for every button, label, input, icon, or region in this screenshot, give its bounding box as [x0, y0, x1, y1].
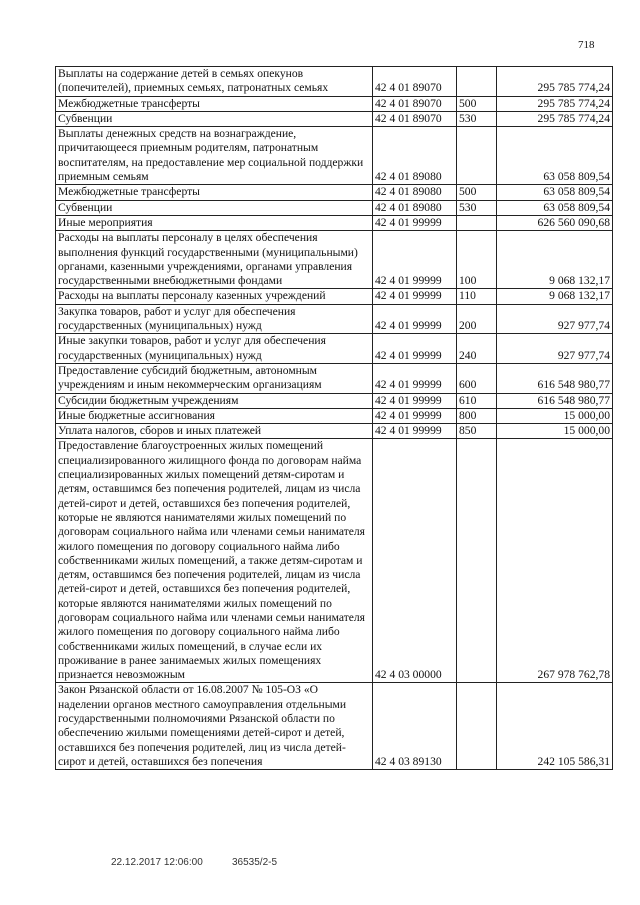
cell-target-code: 42 4 01 99999	[373, 215, 457, 230]
table-row	[56, 439, 613, 683]
cell-expense-type	[457, 67, 497, 97]
cell-target-code: 42 4 01 89070	[373, 96, 457, 111]
cell-name: Иные мероприятия	[56, 215, 373, 230]
cell-amount: 295 785 774,24	[497, 111, 613, 126]
cell-expense-type: 100	[457, 231, 497, 289]
cell-name: Выплаты на содержание детей в семьях опекунов (попечителей), приемных семьях, патронатных семьях	[56, 67, 373, 97]
cell-name: Закон Рязанской области от 16.08.2007 № 105-ОЗ «О наделении органов местного самоуправления отдельными государственными полномочиями Рязанской области по обеспечению жилыми помещениями детей-сирот и детей, оставшихся без попечения родителей, лиц из числа детей-сирот и детей, оставшихся без попечения	[56, 683, 373, 770]
cell-name: Предоставление благоустроенных жилых помещений специализированного жилищного фонда по договорам найма специализированных жилых помещений детям-сиротам и детям, оставшимся без попечения родителей, лицам из числа детей-сирот и детей, оставшихся без попечения родителей, которые не являются нанимателями жилых помещений по договорам социального найма или членами семьи нанимателя жилого помещения по договору социального найма либо собственниками жилых помещений, а также детям-сиротам и детям, оставшимся без попечения родителей, лицам из числа детей-сирот и детей, оставшихся без попечения родителей, которые являются нанимателями жилых помещений по договорам социального найма или членами семьи нанимателя жилого помещения по договору социального найма либо собственниками жилых помещений, в случае если их проживание в ранее занимаемых жилых помещениях признается невозможным	[56, 439, 373, 683]
cell-amount: 295 785 774,24	[497, 96, 613, 111]
cell-name: Межбюджетные трансферты	[56, 185, 373, 200]
cell-target-code: 42 4 01 89080	[373, 200, 457, 215]
cell-target-code: 42 4 01 99999	[373, 334, 457, 364]
cell-expense-type: 850	[457, 424, 497, 439]
cell-amount: 626 560 090,68	[497, 215, 613, 230]
cell-target-code: 42 4 01 99999	[373, 304, 457, 334]
cell-name: Предоставление субсидий бюджетным, автономным учреждениям и иным некоммерческим организациям	[56, 363, 373, 393]
table-row	[56, 334, 613, 364]
table-row	[56, 408, 613, 423]
cell-amount: 242 105 586,31	[497, 683, 613, 770]
cell-target-code: 42 4 01 99999	[373, 393, 457, 408]
cell-target-code: 42 4 01 99999	[373, 408, 457, 423]
cell-target-code: 42 4 01 99999	[373, 424, 457, 439]
cell-amount: 63 058 809,54	[497, 200, 613, 215]
table-row	[56, 200, 613, 215]
cell-expense-type: 240	[457, 334, 497, 364]
cell-amount: 616 548 980,77	[497, 363, 613, 393]
print-timestamp: 22.12.2017 12:06:00	[111, 857, 203, 868]
cell-target-code: 42 4 01 99999	[373, 363, 457, 393]
cell-expense-type: 800	[457, 408, 497, 423]
cell-target-code: 42 4 01 99999	[373, 289, 457, 304]
cell-expense-type: 530	[457, 111, 497, 126]
cell-expense-type: 110	[457, 289, 497, 304]
cell-amount: 63 058 809,54	[497, 127, 613, 185]
cell-name: Иные бюджетные ассигнования	[56, 408, 373, 423]
cell-target-code: 42 4 01 89080	[373, 185, 457, 200]
cell-name: Субсидии бюджетным учреждениям	[56, 393, 373, 408]
page-number: 718	[578, 39, 595, 51]
document-reference: 36535/2-5	[232, 857, 278, 868]
cell-name: Субвенции	[56, 111, 373, 126]
cell-amount: 295 785 774,24	[497, 67, 613, 97]
table-row	[56, 289, 613, 304]
cell-target-code: 42 4 01 89080	[373, 127, 457, 185]
cell-expense-type: 610	[457, 393, 497, 408]
table-row	[56, 111, 613, 126]
cell-expense-type: 530	[457, 200, 497, 215]
table-row	[56, 231, 613, 289]
cell-amount: 616 548 980,77	[497, 393, 613, 408]
cell-expense-type	[457, 683, 497, 770]
cell-name: Расходы на выплаты персоналу в целях обеспечения выполнения функций государственными (муниципальными) органами, казенными учреждениями, органами управления государственными внебюджетными фондами	[56, 231, 373, 289]
cell-target-code: 42 4 01 89070	[373, 111, 457, 126]
cell-expense-type: 500	[457, 96, 497, 111]
cell-name: Расходы на выплаты персоналу казенных учреждений	[56, 289, 373, 304]
table-row	[56, 304, 613, 334]
cell-name: Иные закупки товаров, работ и услуг для обеспечения государственных (муниципальных) нужд	[56, 334, 373, 364]
cell-amount: 267 978 762,78	[497, 439, 613, 683]
budget-table	[55, 66, 613, 770]
cell-target-code: 42 4 03 89130	[373, 683, 457, 770]
cell-name: Межбюджетные трансферты	[56, 96, 373, 111]
cell-name: Уплата налогов, сборов и иных платежей	[56, 424, 373, 439]
table-row	[56, 127, 613, 185]
cell-expense-type: 200	[457, 304, 497, 334]
table-row	[56, 393, 613, 408]
cell-amount: 15 000,00	[497, 424, 613, 439]
table-row	[56, 185, 613, 200]
cell-amount: 9 068 132,17	[497, 231, 613, 289]
cell-expense-type	[457, 215, 497, 230]
cell-name: Закупка товаров, работ и услуг для обеспечения государственных (муниципальных) нужд	[56, 304, 373, 334]
table-row	[56, 424, 613, 439]
cell-name: Выплаты денежных средств на вознаграждение, причитающееся приемным родителям, патронатным воспитателям, на предоставление мер социальной поддержки приемным семьям	[56, 127, 373, 185]
cell-name: Субвенции	[56, 200, 373, 215]
cell-expense-type	[457, 127, 497, 185]
cell-amount: 15 000,00	[497, 408, 613, 423]
cell-expense-type: 500	[457, 185, 497, 200]
cell-amount: 63 058 809,54	[497, 185, 613, 200]
table-row	[56, 96, 613, 111]
table-row	[56, 67, 613, 97]
cell-expense-type: 600	[457, 363, 497, 393]
table-row	[56, 363, 613, 393]
cell-target-code: 42 4 03 00000	[373, 439, 457, 683]
cell-target-code: 42 4 01 99999	[373, 231, 457, 289]
cell-expense-type	[457, 439, 497, 683]
cell-amount: 927 977,74	[497, 334, 613, 364]
cell-amount: 9 068 132,17	[497, 289, 613, 304]
table-row	[56, 215, 613, 230]
cell-amount: 927 977,74	[497, 304, 613, 334]
table-row	[56, 683, 613, 770]
cell-target-code: 42 4 01 89070	[373, 67, 457, 97]
